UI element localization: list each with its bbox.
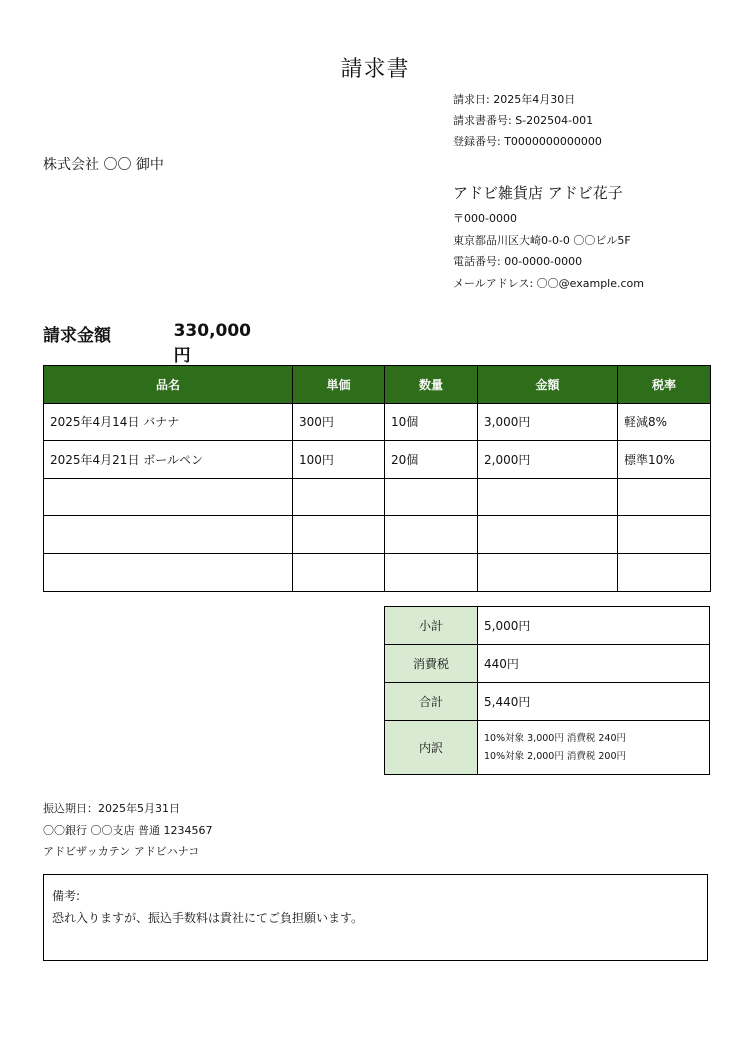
breakdown-line: 10%対象 3,000円 消費税 240円 [484,732,627,744]
item-name-cell [44,516,293,554]
quantity-cell: 10個 [385,403,478,441]
amount-cell [478,553,618,591]
unit-price-cell: 300円 [293,403,385,441]
table-row [44,478,711,516]
header-tax-rate: 税率 [618,366,711,404]
breakdown-label: 内訳 [385,721,478,775]
subtotal-value: 5,000円 [478,607,710,645]
sender-postal: 〒000-0000 [453,212,517,225]
tax-rate-cell [618,516,711,554]
amount-cell: 3,000円 [478,403,618,441]
payment-info [43,798,212,863]
header-amount: 金額 [478,366,618,404]
amount-cell [478,478,618,516]
sender-email: メールアドレス: 〇〇@example.com [453,276,644,290]
items-header-row [44,366,711,404]
header-item-name: 品名 [44,366,293,404]
tax-rate-cell [618,478,711,516]
unit-price-cell [293,553,385,591]
tax-rate-cell: 標準10% [618,441,711,479]
tax-label: 消費税 [385,645,478,683]
tax-value: 440円 [478,645,710,683]
sender-phone: 電話番号: 00-0000-0000 [453,255,583,268]
item-name-cell: 2025年4月21日 ボールペン [44,441,293,479]
header-quantity: 数量 [385,366,478,404]
sender-address: 東京都品川区大崎0-0-0 〇〇ビル5F [453,233,631,247]
amount-cell [478,516,618,554]
remarks-text: 恐れ入りますが、振込手数料は貴社にてご負担願います。 [52,911,364,925]
subtotal-row [385,607,710,645]
summary-table [384,606,710,775]
registration-number: 登録番号: T0000000000000 [453,135,602,148]
subtotal-label: 小計 [385,607,478,645]
issue-date: 請求日: 2025年4月30日 [453,93,576,106]
unit-price-cell: 100円 [293,441,385,479]
breakdown-row [385,721,710,775]
total-label: 合計 [385,683,478,721]
total-row [385,683,710,721]
header-unit-price: 単価 [293,366,385,404]
quantity-cell: 20個 [385,441,478,479]
payment-due-date: 振込期日：2025年5月31日 [43,802,180,815]
quantity-cell [385,553,478,591]
amount-cell: 2,000円 [478,441,618,479]
remarks-label: 備考: [52,889,81,903]
billing-amount-label: 請求金額 [43,326,111,346]
billing-amount-value: 330,000円 [173,321,252,366]
breakdown-line: 10%対象 2,000円 消費税 200円 [484,750,627,762]
table-row [44,441,711,479]
invoice-meta [453,89,602,152]
item-name-cell [44,553,293,591]
quantity-cell [385,478,478,516]
unit-price-cell [293,516,385,554]
client-name: 株式会社 〇〇 御中 [43,157,164,173]
remarks-box [43,874,708,961]
item-name-cell [44,478,293,516]
tax-row [385,645,710,683]
quantity-cell [385,516,478,554]
sender-info [453,182,644,294]
account-holder: アドビザッカテン アドビハナコ [43,845,200,858]
bank-account: 〇〇銀行 〇〇支店 普通 1234567 [43,823,213,837]
billing-amount [43,321,267,369]
table-row [44,403,711,441]
item-name-cell: 2025年4月14日 バナナ [44,403,293,441]
total-value: 5,440円 [478,683,710,721]
sender-name: アドビ雑貨店 アドビ花子 [453,184,623,202]
breakdown-value [478,721,710,775]
document-title: 請求書 [340,57,410,82]
table-row [44,516,711,554]
tax-rate-cell [618,553,711,591]
items-table [43,365,711,592]
table-row [44,553,711,591]
invoice-number: 請求書番号: S-202504-001 [453,114,594,127]
unit-price-cell [293,478,385,516]
tax-rate-cell: 軽減8% [618,403,711,441]
